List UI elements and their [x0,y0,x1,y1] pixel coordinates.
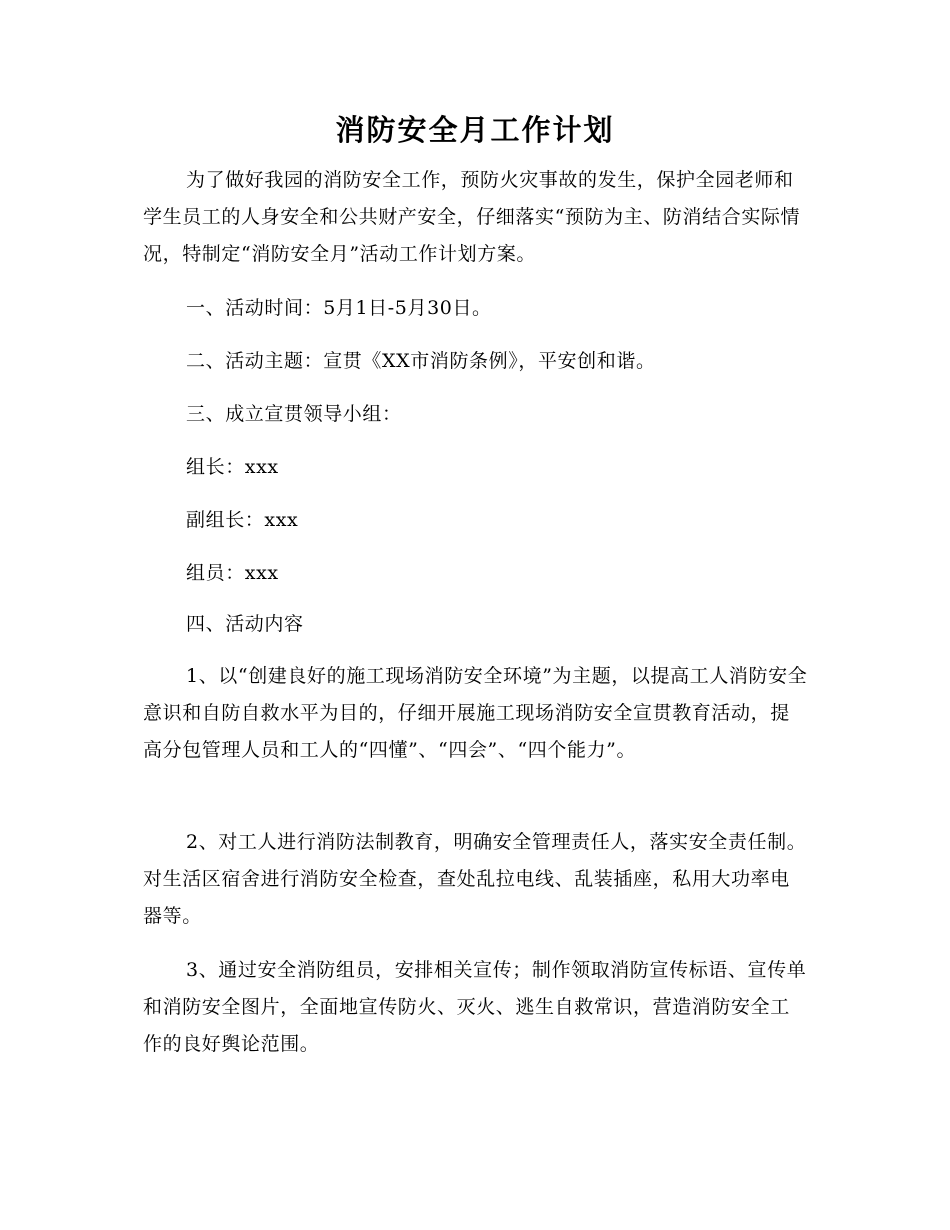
intro-paragraph: 为了做好我园的消防安全工作，预防火灾事故的发生，保护全园老师和学生员工的人身安全和公共财产安全，仔细落实“预防为主、防消结合实际情况，特制定“消防安全月”活动工作计划方案。 [143,169,801,265]
section-activity-time: 一、活动时间：5月1日-5月30日。 [186,297,492,319]
section-leadership-group: 三、成立宣贯领导小组： [186,403,402,425]
deputy-group-leader: 副组长：xxx [186,509,299,531]
group-leader: 组长：xxx [186,456,279,478]
content-item-2: 2、对工人进行消防法制教育，明确安全管理责任人，落实安全责任制。对生活区宿舍进行消防安全检查，查处乱拉电线、乱装插座，私用大功率电器等。 [143,831,807,927]
content-item-3: 3、通过安全消防组员，安排相关宣传；制作领取消防宣传标语、宣传单和消防安全图片，全面地宣传防火、灭火、逃生自救常识，营造消防安全工作的良好舆论范围。 [143,959,807,1055]
document-title: 消防安全月工作计划 [335,113,615,147]
content-item-1: 1、以“创建良好的施工现场消防安全环境”为主题，以提高工人消防安全意识和自防自救水平为目的，仔细开展施工现场消防安全宣贯教育活动，提高分包管理人员和工人的“四懂”、“四会”、“四个能力”。 [143,665,808,761]
group-members: 组员：xxx [186,562,279,584]
section-activity-theme: 二、活动主题：宣贯《XX市消防条例》，平安创和谐。 [186,350,656,372]
section-activity-content: 四、活动内容 [186,613,304,635]
